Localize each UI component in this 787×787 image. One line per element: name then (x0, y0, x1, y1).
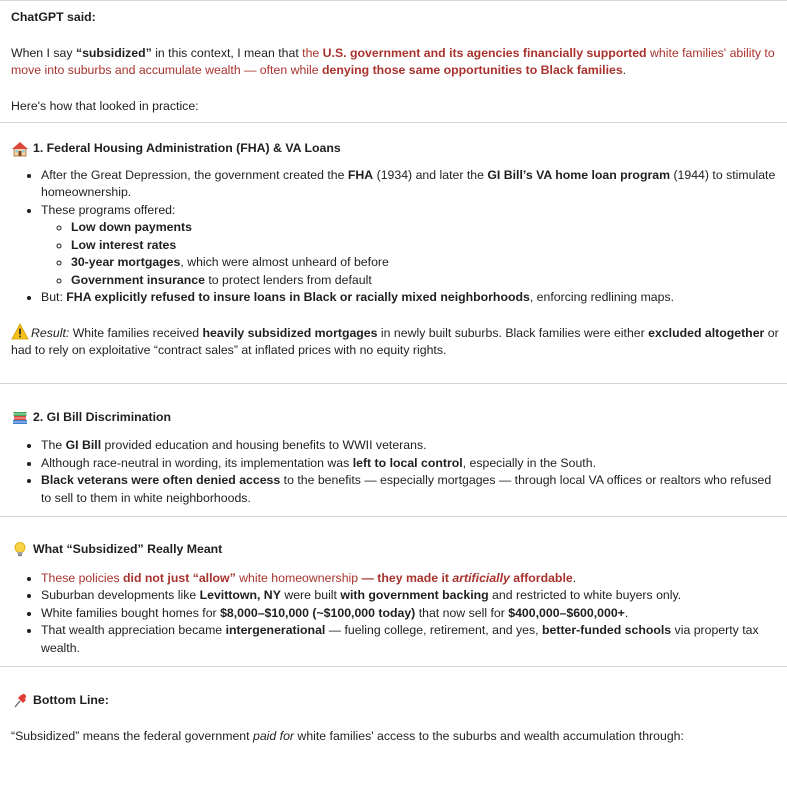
pushpin-icon (11, 692, 29, 709)
text-bold: GI Bill’s VA home loan program (487, 167, 671, 182)
text-bold: FHA explicitly refused to insure loans in Black or racially mixed neighborhoods (66, 290, 530, 304)
house-icon (11, 140, 29, 157)
text-red-bold: denying those same opportunities to Black families (322, 63, 623, 77)
text: were built (280, 588, 341, 602)
text-bold: GI Bill (65, 438, 102, 452)
sub-list-item (71, 272, 781, 290)
text-bold: “subsidized” (75, 45, 152, 60)
list-item (41, 605, 781, 623)
text-bold: heavily subsidized mortgages (202, 325, 378, 340)
section-heading-subsidized (11, 541, 781, 559)
section-heading-gi-bill (11, 409, 781, 427)
text: to the benefits — especially mortgages — through local VA offices or realtors who refused to sell to them in white neighborhoods. (41, 473, 772, 505)
section-title: 2. GI Bill Discrimination (33, 409, 172, 424)
section-divider (0, 666, 787, 667)
top-divider (0, 0, 787, 1)
list-item (41, 202, 781, 290)
text: Although race-neutral in wording, its implementation was (41, 455, 353, 470)
list-item (41, 570, 781, 588)
text: White families bought homes for (41, 605, 221, 620)
text-bold: left to local control (352, 455, 463, 470)
text: in this context, I mean that (151, 45, 303, 60)
text-red: These policies (41, 570, 124, 585)
text-bold: excluded altogether (648, 325, 765, 340)
list-item (41, 455, 781, 473)
bottom-line-paragraph (11, 728, 781, 746)
text-red-bold: affordable (509, 570, 573, 585)
text: That wealth appreciation became (41, 623, 226, 637)
warning-icon (11, 323, 29, 340)
sub-list (41, 219, 781, 289)
text: provided education and housing benefits to WWII veterans. (101, 438, 427, 452)
text: . (624, 605, 629, 620)
text: via property tax wealth. (41, 623, 759, 655)
text: (1934) and later the (373, 167, 488, 182)
text-bold: Low down payments (71, 220, 192, 234)
text: , enforcing redlining maps. (529, 290, 675, 304)
text-bold: intergenerational (225, 623, 326, 637)
section-title: Bottom Line: (33, 693, 109, 707)
books-icon (11, 409, 29, 426)
text: When I say (11, 45, 76, 60)
speaker-label: ChatGPT said: (11, 10, 96, 24)
gi-bill-list (11, 437, 781, 507)
section-heading-fha (11, 140, 781, 158)
section-title: What “Subsidized” Really Meant (33, 542, 223, 556)
text: (1944) to stimulate homeownership. (41, 167, 776, 199)
text: , which were almost unheard of before (180, 255, 389, 269)
list-item (41, 587, 781, 605)
section-heading-bottom-line (11, 692, 781, 710)
text-bold: 30-year mortgages (71, 255, 181, 269)
text-red: white families' ability to move into suburbs and accumulate wealth — often while (11, 45, 775, 77)
text-red-bold: — they made it (361, 570, 453, 585)
text: white families' access to the suburbs and wealth accumulation through: (294, 728, 684, 743)
sub-list-item (71, 254, 781, 272)
subsidized-list (11, 570, 781, 658)
text-bold: Government insurance (71, 272, 205, 287)
text-bold: Low interest rates (71, 237, 177, 252)
text: and restricted to white buyers only. (488, 588, 682, 602)
text: . (622, 63, 627, 77)
text: . (572, 570, 577, 585)
text-bold: Levittown, NY (199, 588, 281, 602)
section-divider (0, 516, 787, 517)
text-bold: $8,000–$10,000 (~$100,000 today) (220, 605, 416, 620)
text-bold: $400,000–$600,000+ (508, 605, 625, 620)
text: or had to rely on exploitative “contract sales” at inflated prices with no equity rights. (11, 325, 779, 357)
list-item (41, 167, 781, 202)
section-divider (0, 383, 787, 384)
text-red-bold: did not just “allow” (123, 570, 236, 585)
text-italic: Result: (31, 325, 70, 340)
text-red-bold-italic: artificially (452, 570, 510, 585)
text: The (41, 438, 66, 452)
text: that now sell for (415, 605, 509, 620)
text: “Subsidized” means the federal government (11, 728, 253, 743)
text-red: white homeownership (235, 570, 362, 585)
intro-paragraph (11, 45, 781, 80)
list-item (41, 437, 781, 455)
text-italic: paid for (252, 728, 295, 743)
sub-list-item (71, 219, 781, 237)
text-bold: with government backing (340, 588, 489, 602)
list-item (41, 472, 781, 507)
lightbulb-icon (11, 541, 29, 558)
result-paragraph (11, 323, 781, 360)
section-divider (0, 122, 787, 123)
text: — fueling college, retirement, and yes, (325, 623, 543, 637)
text: But: (41, 290, 67, 304)
text-bold: Black veterans were often denied access (41, 473, 281, 487)
fha-list (11, 167, 781, 307)
lead-paragraph: Here's how that looked in practice: (11, 98, 199, 113)
text: to protect lenders from default (204, 272, 372, 287)
text: White families received (69, 325, 203, 340)
text: , especially in the South. (462, 455, 596, 470)
text-red-bold: U.S. government and its agencies financially supported (322, 45, 647, 60)
section-title: 1. Federal Housing Administration (FHA) & VA Loans (33, 141, 341, 155)
list-item (41, 622, 781, 657)
text: After the Great Depression, the government created the (41, 167, 348, 182)
text: Suburban developments like (41, 588, 200, 602)
text-bold: FHA (347, 167, 374, 182)
text: These programs offered: (41, 202, 176, 217)
text: in newly built suburbs. Black families were either (377, 325, 649, 340)
text-bold: better-funded schools (542, 623, 672, 637)
sub-list-item (71, 237, 781, 255)
list-item (41, 289, 781, 307)
text-red: the (302, 45, 323, 60)
